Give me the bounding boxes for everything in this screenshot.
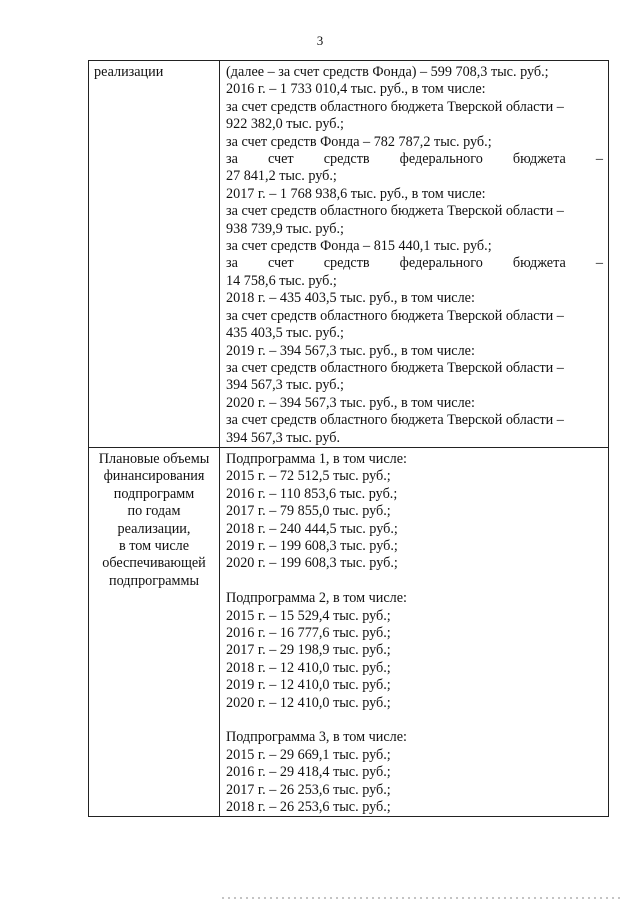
text-line: 435 403,5 тыс. руб.; (226, 325, 344, 342)
text-line: 394 567,3 тыс. руб.; (226, 377, 344, 394)
text-line: за счет средств областного бюджета Тверской области – (226, 412, 564, 429)
text-line: 2017 г. – 26 253,6 тыс. руб.; (226, 781, 391, 798)
word: федерального (399, 151, 483, 168)
blank-line (226, 712, 603, 729)
text-line: 2016 г. – 29 418,4 тыс. руб.; (226, 764, 391, 781)
word: – (595, 151, 603, 168)
text-line: 2018 г. – 12 410,0 тыс. руб.; (226, 659, 391, 676)
text-line: за счет средств Фонда – 782 787,2 тыс. руб.; (226, 133, 492, 150)
text-line: Подпрограмма 3, в том числе: (226, 729, 407, 746)
text-line: 2015 г. – 29 669,1 тыс. руб.; (226, 746, 391, 763)
text-line: 2017 г. – 1 768 938,6 тыс. руб., в том числе: (226, 185, 486, 202)
row-label-line: финансирования (103, 468, 205, 485)
word: счет (267, 151, 294, 168)
word: счет (267, 255, 294, 272)
word: бюджета (512, 255, 566, 272)
text-line: за счет средств Фонда – 815 440,1 тыс. руб.; (226, 238, 492, 255)
text-line: Подпрограмма 2, в том числе: (226, 590, 407, 607)
blank-line (226, 573, 603, 590)
text-line: 2015 г. – 15 529,4 тыс. руб.; (226, 607, 391, 624)
text-line: 2019 г. – 199 608,3 тыс. руб.; (226, 537, 398, 554)
text-line: 2018 г. – 26 253,6 тыс. руб.; (226, 799, 391, 816)
text-line: (далее – за счет средств Фонда) – 599 708,3 тыс. руб.; (226, 64, 549, 80)
text-line: 2016 г. – 16 777,6 тыс. руб.; (226, 624, 391, 641)
row-label-line: Плановые объемы (98, 450, 210, 467)
text-line: за счет средств областного бюджета Тверской области – (226, 203, 564, 220)
word: за (226, 255, 238, 272)
passport-table (88, 60, 609, 817)
text-line (226, 151, 603, 168)
text-line: 2018 г. – 240 444,5 тыс. руб.; (226, 520, 398, 537)
text-line: 2019 г. – 12 410,0 тыс. руб.; (226, 677, 391, 694)
row-label: реализации (94, 64, 164, 80)
row-label-line: по годам (127, 503, 181, 520)
row-value-cell (220, 447, 609, 817)
text-line: 2020 г. – 199 608,3 тыс. руб.; (226, 555, 398, 572)
row-label-line: реализации, (117, 520, 191, 537)
row-label-cell (89, 61, 220, 448)
row-label-line: подпрограмм (113, 485, 195, 502)
word: федерального (399, 255, 483, 272)
text-line: 394 567,3 тыс. руб. (226, 429, 340, 446)
text-line: 2019 г. – 394 567,3 тыс. руб., в том числе: (226, 342, 475, 359)
word: бюджета (512, 151, 566, 168)
word: за (226, 151, 238, 168)
row-label-line: в том числе (118, 537, 189, 554)
table-row (89, 61, 609, 448)
word: средств (323, 255, 370, 272)
text-line: 2016 г. – 110 853,6 тыс. руб.; (226, 485, 398, 502)
text-line: 14 758,6 тыс. руб.; (226, 272, 337, 289)
text-line: 2016 г. – 1 733 010,4 тыс. руб., в том числе: (226, 81, 486, 98)
text-line: 922 382,0 тыс. руб.; (226, 116, 344, 133)
text-line: за счет средств областного бюджета Тверской области – (226, 359, 564, 376)
row-label-line: обеспечивающей (102, 555, 206, 572)
text-line: 27 841,2 тыс. руб.; (226, 168, 337, 185)
text-line: 2020 г. – 394 567,3 тыс. руб., в том числе: (226, 394, 475, 411)
text-line: 2017 г. – 79 855,0 тыс. руб.; (226, 503, 391, 520)
text-line: 2015 г. – 72 512,5 тыс. руб.; (226, 468, 391, 485)
text-line (226, 255, 603, 272)
word: – (595, 255, 603, 272)
word: средств (323, 151, 370, 168)
row-label-line: подпрограммы (109, 572, 199, 589)
page-number: 3 (316, 33, 324, 48)
text-line: 2017 г. – 29 198,9 тыс. руб.; (226, 642, 391, 659)
row-label-cell (89, 447, 220, 817)
table-row (89, 447, 609, 817)
scan-artifact-line (222, 897, 622, 899)
text-line: 2018 г. – 435 403,5 тыс. руб., в том числе: (226, 290, 475, 307)
text-line: 938 739,9 тыс. руб.; (226, 220, 344, 237)
text-line: 2020 г. – 12 410,0 тыс. руб.; (226, 694, 391, 711)
row-value-cell (220, 61, 609, 448)
text-line: Подпрограмма 1, в том числе: (226, 450, 407, 467)
text-line: за счет средств областного бюджета Тверской области – (226, 307, 564, 324)
text-line: за счет средств областного бюджета Тверской области – (226, 98, 564, 115)
